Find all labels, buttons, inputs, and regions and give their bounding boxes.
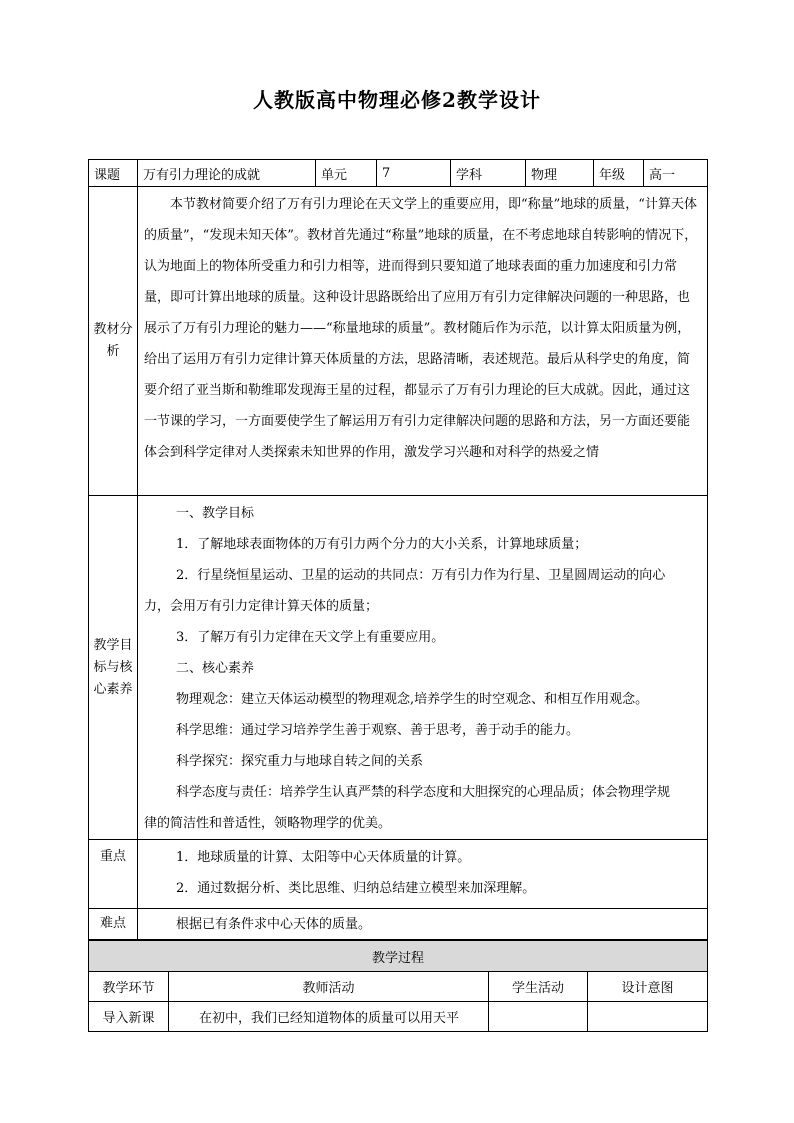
analysis-text-cell: [138, 187, 708, 496]
key-point-2: 2．通过数据分析、类比思维、归纳总结建立模型来加深理解。: [176, 881, 536, 896]
goal-item-2-cont: 力，会用万有引力定律计算天体的质量；: [144, 599, 379, 614]
header-row: [89, 160, 708, 187]
goal-item-1: 1．了解地球表面物体的万有引力两个分力的大小关系，计算地球质量；: [176, 537, 588, 552]
analysis-label: 教材分析: [89, 187, 138, 496]
col-intent-header: 设计意图: [588, 972, 708, 1002]
unit-label: 单元: [316, 160, 377, 187]
difficulty-text-cell: [138, 909, 708, 940]
row-stage: 导入新课: [89, 1002, 169, 1032]
grade-value: 高一: [644, 160, 708, 187]
col-teacher-header: 教师活动: [169, 972, 489, 1002]
topic-value: 万有引力理论的成就: [138, 160, 316, 187]
goal-item-3: 3．了解万有引力定律在天文学上有重要应用。: [176, 630, 445, 645]
topic-label: 课题: [89, 160, 138, 187]
goal-item-2: 2．行星绕恒星运动、卫星的运动的共同点：万有引力作为行星、卫星圆周运动的向心: [176, 568, 666, 583]
lesson-design-table: [88, 159, 708, 940]
competency-1: 物理观念：建立天体运动模型的物理观念,培养学生的时空观念、和相互作用观念。: [176, 692, 649, 707]
key-points-text-cell: [138, 840, 708, 909]
row-student-activity: [489, 1002, 588, 1032]
analysis-row: [89, 187, 708, 496]
difficulty-item: 根据已有条件求中心天体的质量。: [176, 917, 372, 932]
process-header-row: [89, 972, 708, 1002]
subject-value: 物理: [526, 160, 594, 187]
difficulty-row: [89, 909, 708, 940]
competency-2: 科学思维：通过学习培养学生善于观察、善于思考，善于动手的能力。: [176, 723, 580, 738]
competency-3: 科学探究：探究重力与地球自转之间的关系: [176, 754, 424, 769]
unit-value: 7: [377, 160, 451, 187]
analysis-text: 本节教材简要介绍了万有引力理论在天文学上的重要应用，即“称量”地球的质量，“计算天体的质量”，“发现未知天体”。教材首先通过“称量”地球的质量，在不考虑地球自转影响的情况下，认为地面上的物体所受重力和引力相等，进而得到只要知道了地球表面的重力加速度和引力常量，即可计算出地球的质量。这种设计思路既给出了应用万有引力定律解决问题的一种思路，也展示了万有引力理论的魅力——“称量地球的质量”。教材随后作为示范，以计算太阳质量为例，给出了运用万有引力定律计算天体质量的方法，思路清晰，表述规范。最后从科学史的角度，简要介绍了亚当斯和勒维耶发现海王星的过程，都显示了万有引力理论的巨大成就。因此，通过这一节课的学习，一方面要使学生了解运用万有引力定律解决问题的思路和方法，另一方面还要能体会到科学定律对人类探索未知世界的作用，激发学习兴趣和对科学的热爱之情: [144, 197, 698, 460]
key-point-1: 1．地球质量的计算、太阳等中心天体质量的计算。: [176, 850, 471, 865]
goals-heading-1: 一、教学目标: [176, 506, 255, 521]
teaching-process-table: [88, 940, 708, 1032]
col-stage-header: 教学环节: [89, 972, 169, 1002]
document-title: 人教版高中物理必修2教学设计: [253, 88, 541, 112]
key-points-row: [89, 840, 708, 909]
goals-heading-2: 二、核心素养: [176, 661, 255, 676]
row-teacher-activity: 在初中，我们已经知道物体的质量可以用天平: [169, 1002, 489, 1032]
subject-label: 学科: [451, 160, 526, 187]
col-student-header: 学生活动: [489, 972, 588, 1002]
difficulty-label: 难点: [89, 909, 138, 940]
goals-label: 教学目标与核心素养: [89, 496, 138, 840]
competency-4-cont: 律的简洁性和普适性，领略物理学的优美。: [144, 816, 392, 831]
row-design-intent: [588, 1002, 708, 1032]
competency-4: 科学态度与责任：培养学生认真严禁的科学态度和大胆探究的心理品质；体会物理学规: [176, 785, 671, 800]
key-points-label: 重点: [89, 840, 138, 909]
process-title: 教学过程: [89, 941, 708, 972]
process-row: [89, 1002, 708, 1032]
grade-label: 年级: [594, 160, 644, 187]
goals-text-cell: [138, 496, 708, 840]
goals-row: [89, 496, 708, 840]
